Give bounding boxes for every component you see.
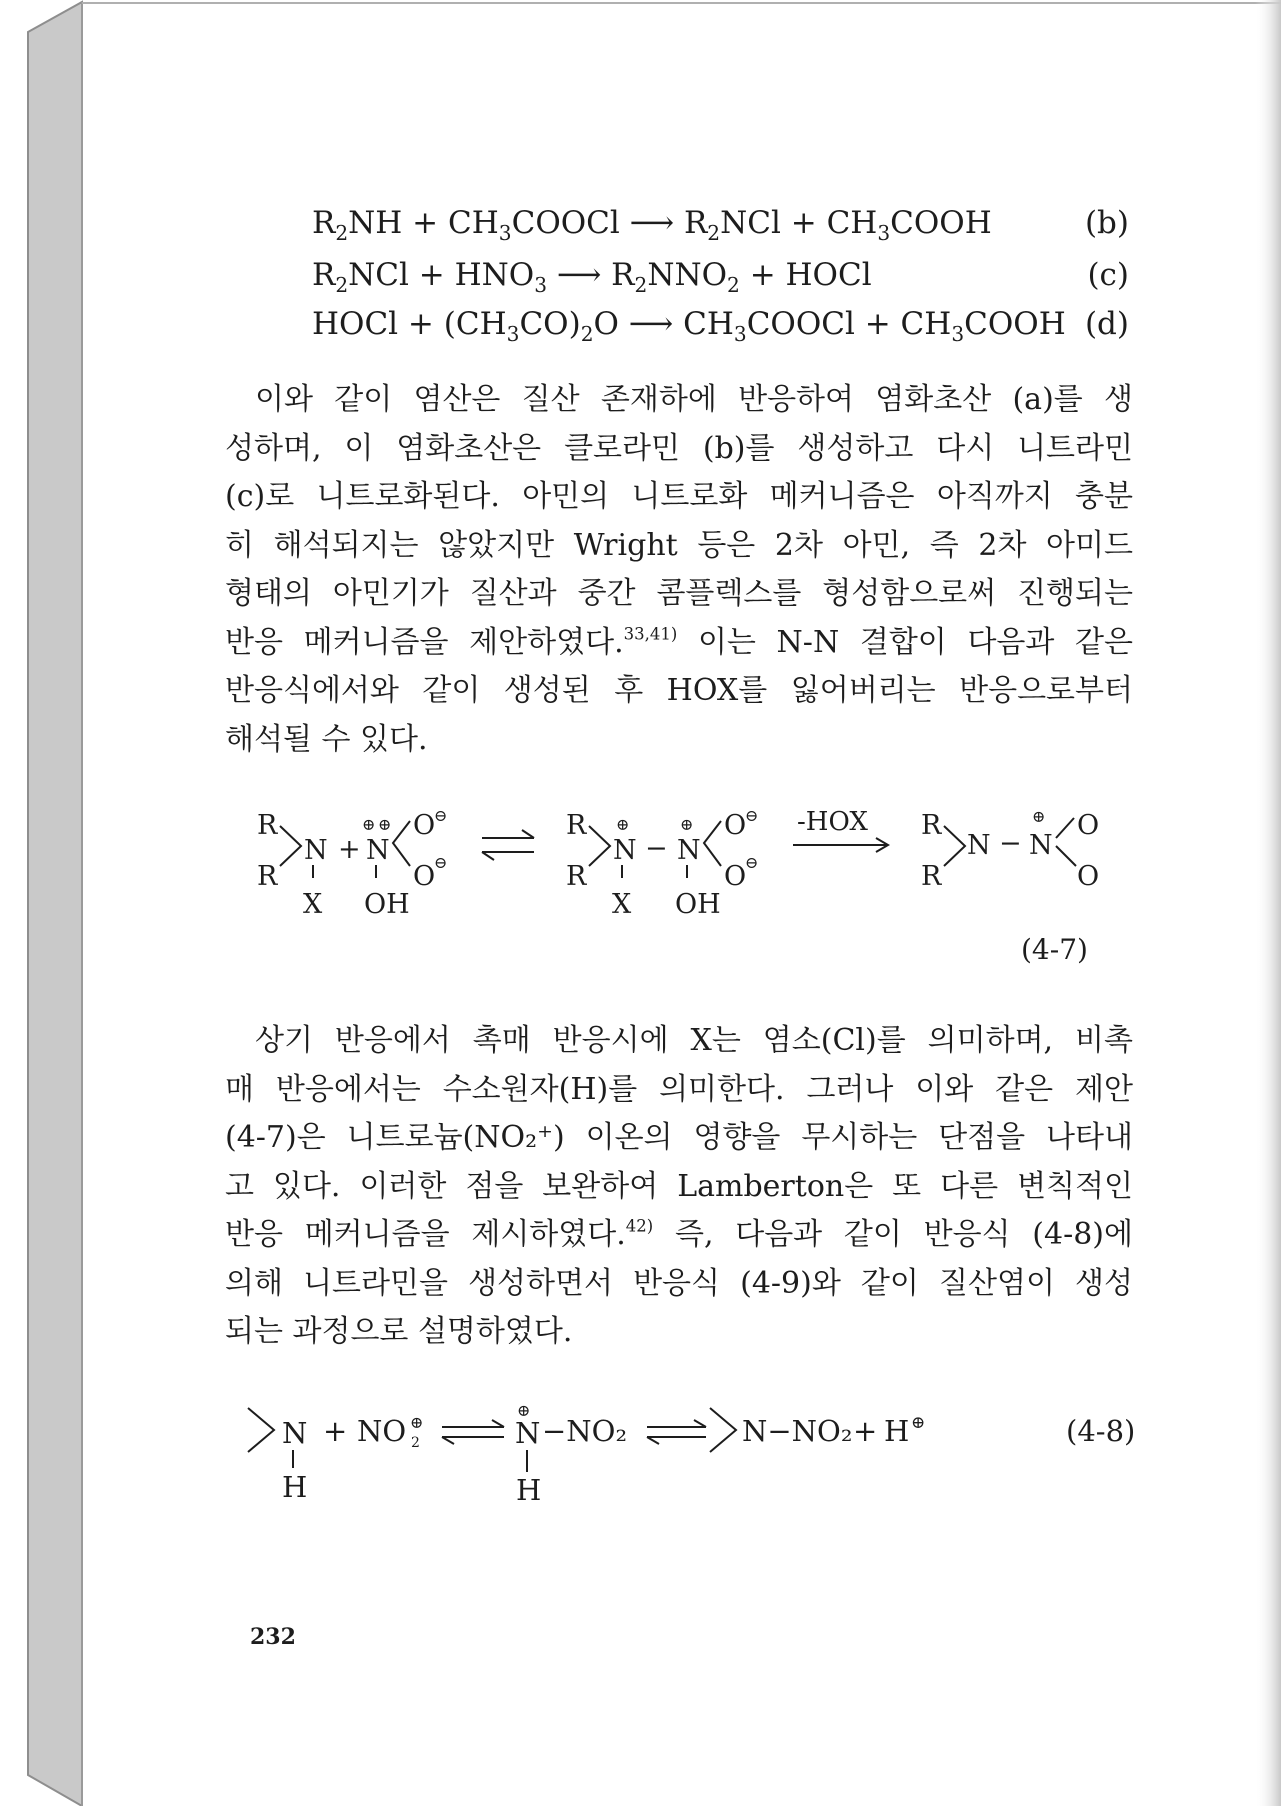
equation-d-label: (d): [1084, 306, 1129, 342]
nitronium: NO: [357, 1414, 407, 1448]
oxygen-atom: O: [413, 861, 436, 892]
positive-charge-icon: ⊕: [410, 1413, 424, 1432]
r-group: R: [921, 810, 942, 841]
text-line: 성하며, 이 염화초산은 클로라민 (b)를 생성하고 다시 니트라민: [225, 430, 1133, 466]
nitrogen-atom: N: [282, 1416, 308, 1450]
r-group: R: [566, 810, 587, 841]
hydrogen-atom: H: [282, 1470, 308, 1504]
bond-line: [248, 1408, 274, 1452]
text-line: 매 반응에서는 수소원자(H)를 의미한다. 그러나 이와 같은 제안: [225, 1071, 1133, 1107]
nitrogen-atom: N: [677, 835, 701, 866]
nitrogen-atom: N: [967, 830, 991, 861]
nitro-group: −NO₂: [542, 1414, 628, 1448]
text-line: 상기 반응에서 촉매 반응시에 X는 염소(Cl)를 의미하며, 비촉: [255, 1023, 1133, 1058]
oh-group: OH: [364, 889, 410, 920]
citation-ref: 33,41): [623, 624, 678, 644]
plus-sign: +: [338, 834, 361, 865]
positive-charge-icon: ⊕: [911, 1413, 926, 1433]
nitrogen-atom: N: [304, 835, 328, 866]
oxygen-atom: O: [1077, 861, 1100, 892]
text-line-part: 반응 메커니즘을 제시하였다.: [225, 1217, 626, 1252]
positive-charge-icon: ⊕: [1032, 807, 1046, 826]
x-group: X: [612, 889, 632, 920]
text-line-part: 이는 N-N 결합이 다음과 같은: [677, 624, 1133, 660]
nitrogen-atom: N: [613, 835, 637, 866]
oxygen-atom: O: [724, 810, 747, 841]
text-line: 의해 니트라민을 생성하면서 반응식 (4-9)와 같이 질산염이 생성: [225, 1265, 1133, 1301]
plus-sign: +: [323, 1414, 348, 1448]
plus-sign: +: [853, 1414, 878, 1448]
bond-line: [710, 1408, 736, 1452]
text-line-part: 반응 메커니즘을 제안하였다.: [225, 624, 624, 660]
equation-b-lhs: $R_2NH$ + $CH_3COOCl$: [312, 205, 620, 246]
text-line-part: 즉, 다음과 같이 반응식 (4-8)에: [653, 1217, 1133, 1252]
negative-charge-icon: ⊖: [434, 853, 448, 872]
proton: H: [884, 1414, 910, 1448]
subscript-two: 2: [411, 1435, 420, 1451]
x-group: X: [303, 889, 323, 920]
oxygen-atom: O: [1077, 810, 1100, 841]
scheme-label-4-8: (4-8): [1066, 1414, 1136, 1448]
text-line: 고 있다. 이러한 점을 보완하여 Lamberton은 또 다른 변칙적인: [225, 1168, 1133, 1204]
arrow-icon: ⟶: [628, 306, 684, 342]
oh-group: OH: [675, 889, 721, 920]
page-number: 232: [250, 1624, 296, 1650]
r-group: R: [566, 861, 587, 892]
text-line: 해석될 수 있다.: [225, 721, 428, 757]
nitrogen-atom: N: [1029, 830, 1053, 861]
r-group: R: [921, 861, 942, 892]
equation-d-lhs: HOCl + $(CH_3CO)_2O$: [312, 306, 619, 347]
text-line: (c)로 니트로화된다. 아민의 니트로화 메커니즘은 아직까지 충분: [225, 479, 1133, 514]
hydrogen-atom: H: [516, 1473, 542, 1507]
r-group: R: [257, 810, 278, 841]
scheme-label-4-7: (4-7): [1021, 933, 1088, 966]
equation-d-rhs: $CH_3COOCl$ + $CH_3COOH$: [683, 306, 1066, 347]
text-line: 히 해석되지는 않았지만 Wright 등은 2차 아민, 즉 2차 아미드: [225, 527, 1133, 563]
arrow-icon: ⟶: [556, 257, 612, 293]
bond-dash: −: [645, 833, 668, 864]
text-line: (4-7)은 니트로늄(NO₂⁺) 이온의 영향을 무시하는 단점을 나타내: [225, 1120, 1133, 1155]
arrow-icon: ⟶: [629, 205, 684, 241]
text-line: 반응식에서와 같이 생성된 후 HOX를 잃어버리는 반응으로부터: [225, 673, 1133, 708]
equation-b-rhs: $R_2NCl$ + $CH_3COOH$: [683, 205, 992, 246]
positive-charge-icon: ⊕: [517, 1401, 531, 1420]
citation-ref: 42): [625, 1216, 654, 1236]
equation-c-lhs: $R_2NCl + HNO_3$: [312, 257, 548, 298]
nitrogen-atom: N: [366, 835, 390, 866]
text-line: 형태의 아민기가 질산과 중간 콤플렉스를 형성함으로써 진행되는: [225, 576, 1133, 611]
positive-charge-icon: ⊕: [616, 815, 630, 834]
r-group: R: [257, 861, 278, 892]
negative-charge-icon: ⊖: [434, 806, 448, 825]
equilibrium-arrow-icon: [442, 1420, 504, 1444]
nitramine: N−NO₂: [742, 1414, 853, 1448]
bond-dash: −: [999, 828, 1022, 859]
positive-charge-icon: ⊕: [680, 815, 694, 834]
nitrogen-atom: N: [515, 1416, 541, 1450]
negative-charge-icon: ⊖: [745, 806, 759, 825]
equilibrium-arrow-icon: [647, 1420, 706, 1444]
equation-c-rhs: $R_2NNO_2$ + HOCl: [611, 257, 872, 298]
positive-charge-icon: ⊕: [362, 815, 376, 834]
equation-b-label: (b): [1084, 205, 1129, 241]
equation-c-label: (c): [1087, 257, 1129, 293]
oxygen-atom: O: [724, 861, 747, 892]
text-line: 이와 같이 염산은 질산 존재하에 반응하여 염화초산 (a)를 생: [255, 382, 1133, 417]
oxygen-atom: O: [413, 810, 436, 841]
positive-charge-icon: ⊕: [378, 815, 392, 834]
reagent-label: -HOX: [797, 807, 868, 837]
text-line: 되는 과정으로 설명하였다.: [225, 1314, 573, 1349]
negative-charge-icon: ⊖: [745, 853, 759, 872]
